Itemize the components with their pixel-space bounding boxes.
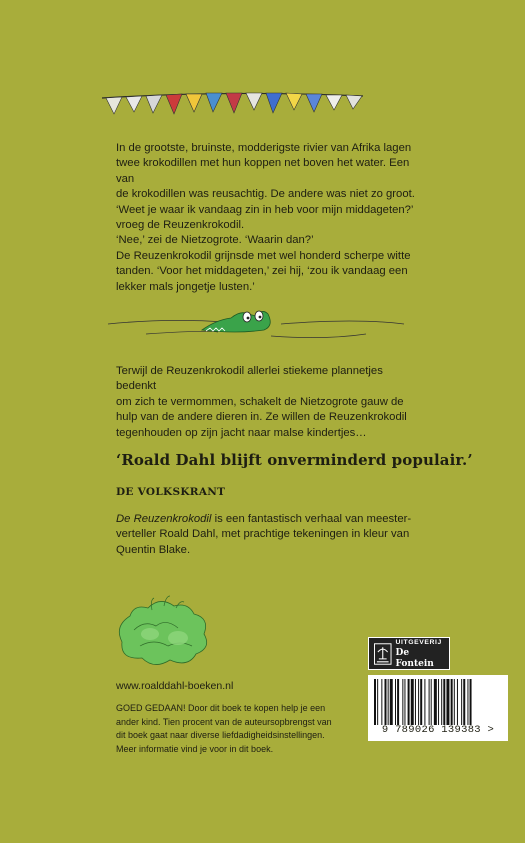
summary-line: Terwijl de Reuzenkrokodil allerlei stiekeme plannetjes bedenkt [116,365,383,393]
isbn-barcode [368,675,508,741]
barcode-bar [420,679,422,725]
charity-line: ander kind. Tien procent van de auteursopbrengst van [116,716,332,727]
green-creature-illustration [104,590,224,670]
barcode-bar [411,679,414,725]
barcode-bar [385,679,387,725]
isbn-extra: > [487,724,495,736]
barcode-bar [438,679,439,725]
barcode-bar [408,679,410,725]
barcode-bar [397,679,399,725]
barcode-bar [431,679,432,725]
crocodile-in-water-illustration [106,304,406,346]
charity-line: GOED GEDAAN! Door dit boek te kopen help je een [116,703,326,713]
charity-line: Meer informatie vind je voor in dit boek. [116,743,274,754]
barcode-bar [381,679,382,725]
book-description [116,512,416,558]
barcode-bar [429,679,430,725]
summary-line: om zich te vermommen, schakelt de Nietzogrote gauw de [116,395,404,408]
barcode-bar [390,679,393,725]
barcode-bar [415,679,416,725]
excerpt-line: tanden. ‘Voor het middageten,’ zei hij, ‘zou ik vandaag een [116,265,408,278]
barcode-bars [374,679,502,725]
barcode-bar [467,679,468,725]
barcode-bar [418,679,419,725]
publisher-logo [368,637,450,670]
barcode-bar [374,679,376,725]
barcode-bar [395,679,396,725]
publisher-name: De Fontein [395,648,434,669]
review-quote: ‘Roald Dahl blijft onverminderd populair.’ [116,451,473,469]
barcode-bar [454,679,455,725]
barcode-bar [461,679,462,725]
description-line: verteller Roald Dahl, met prachtige tekeningen in kleur van [116,528,410,541]
excerpt-line: ‘Weet je waar ik vandaag zin in heb voor mijn middageten?’ [116,203,414,216]
barcode-bar [443,679,445,725]
barcode-bar [446,679,449,725]
excerpt-line: de krokodillen was reusachtig. De andere was niet zo groot. [116,188,415,201]
barcode-bar [451,679,453,725]
isbn-digits: 9 789026 139383 [381,724,481,736]
barcode-bar [457,679,458,725]
excerpt-line: In de grootste, bruinste, modderigste rivier van Afrika lagen [116,142,412,154]
barcode-bar [388,679,389,725]
isbn-number [370,724,506,736]
charity-line: dit boek gaat naar diverse liefdadigheidsinstellingen. [116,730,325,741]
excerpt-line: ‘Nee,’ zei de Nietzogrote. ‘Waarin dan?’ [116,234,314,247]
description-line: Quentin Blake. [116,543,191,556]
story-excerpt [116,141,416,295]
website-link[interactable]: www.roalddahl-boeken.nl [116,680,234,692]
barcode-bar [404,679,405,725]
excerpt-line: De Reuzenkrokodil grijnsde met wel honderd scherpe witte [116,249,411,262]
description-line: is een fantastisch verhaal van meester- [211,513,412,525]
bunting-illustration [100,88,365,124]
barcode-bar [441,679,442,725]
summary-line: tegenhouden op zijn jacht naar malse kindertjes… [116,426,367,439]
fountain-logo-icon [374,643,392,665]
charity-notice [116,702,356,756]
summary-line: hulp van de andere dieren in. Ze willen de Reuzenkrokodil [116,411,407,424]
barcode-bar [470,679,472,725]
review-source: DE VOLKSKRANT [116,486,226,498]
barcode-bar [402,679,403,725]
book-title: De Reuzenkrokodil [116,513,212,525]
barcode-bar [463,679,465,725]
barcode-bar [377,679,378,725]
barcode-bar [434,679,437,725]
excerpt-line: lekker mals jongetje lusten.’ [116,280,255,293]
barcode-bar [424,679,425,725]
summary-text [116,364,416,441]
excerpt-line: vroeg de Reuzenkrokodil. [116,219,245,232]
publisher-label: UITGEVERIJ [395,639,442,646]
excerpt-line: twee krokodillen met hun koppen net boven het water. Een van [116,157,410,185]
